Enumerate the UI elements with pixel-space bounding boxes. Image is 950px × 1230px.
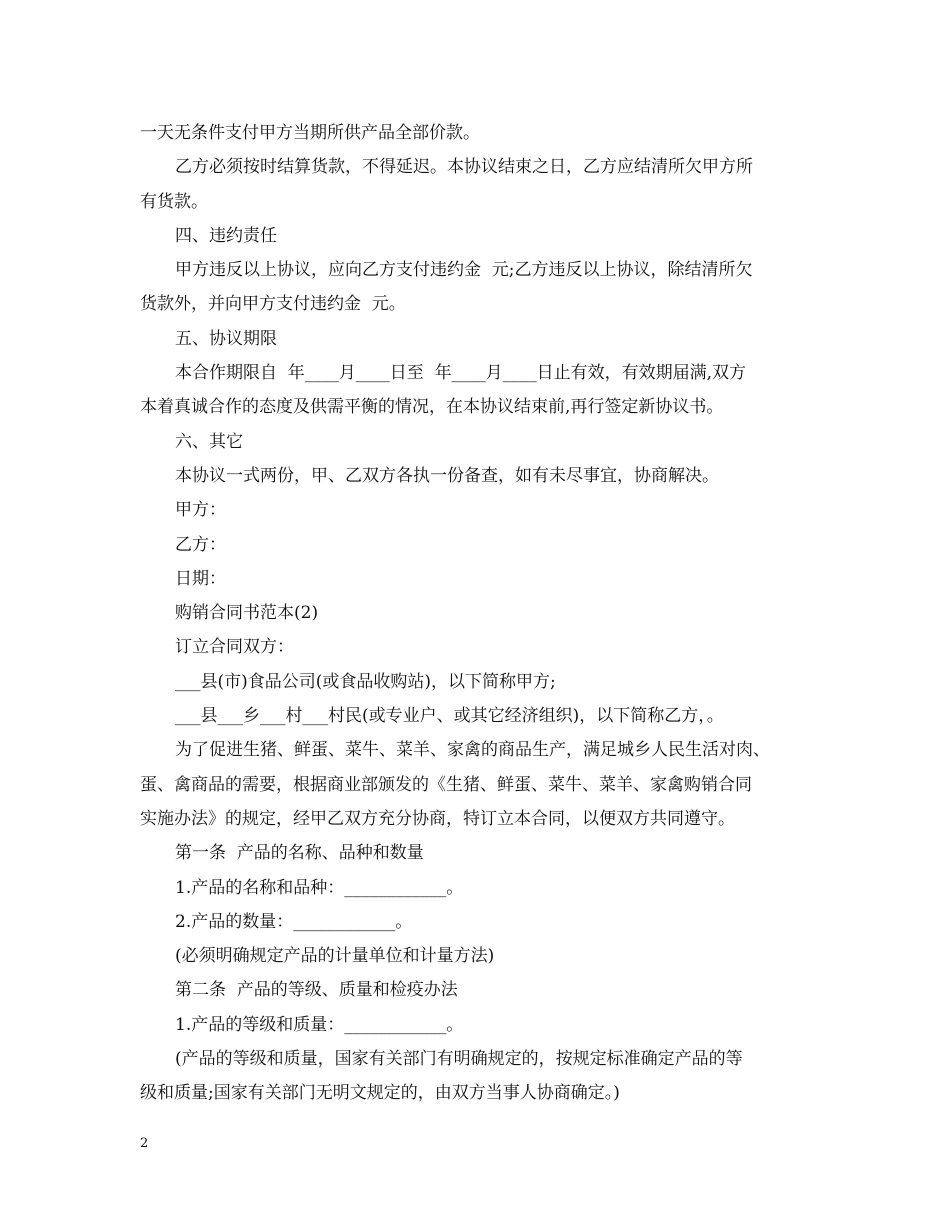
text-line: 级和质量;国家有关部门无明文规定的，由双方当事人协商确定。) [140, 1083, 620, 1104]
text-line: 有货款。 [140, 191, 208, 212]
text-line: 第二条 产品的等级、质量和检疫办法 [175, 980, 458, 1001]
text-line: 1.产品的名称和品种：____________。 [175, 877, 464, 898]
text-line: ___县___乡___村___村民(或专业户、或其它经济组织)，以下简称乙方，。 [175, 706, 724, 727]
text-line: 本协议一式两份，甲、乙双方各执一份备查，如有未尽事宜，协商解决。 [175, 465, 719, 486]
text-line: 蛋、禽商品的需要，根据商业部颁发的《生猪、鲜蛋、菜牛、菜羊、家禽购销合同 [140, 774, 752, 795]
text-line: 本合作期限自 年____月____日至 年____月____日止有效，有效期届满,双方 [175, 363, 747, 384]
text-line: (产品的等级和质量，国家有关部门有明确规定的，按规定标准确定产品的等 [175, 1049, 743, 1070]
text-line: 乙方必须按时结算货款，不得延迟。本协议结束之日，乙方应结清所欠甲方所 [175, 157, 753, 178]
text-line: 第一条 产品的名称、品种和数量 [175, 843, 424, 864]
text-line: 六、其它 [175, 431, 243, 452]
text-line: 乙方： [175, 534, 226, 555]
text-line: 四、违约责任 [175, 225, 277, 246]
page-number: 2 [140, 1136, 149, 1151]
text-line: 一天无条件支付甲方当期所供产品全部价款。 [140, 123, 480, 143]
document-body [140, 116, 820, 1111]
text-line: 2.产品的数量：____________。 [175, 911, 413, 932]
text-line: 购销合同书范本(2) [175, 603, 319, 624]
text-line: 订立合同双方： [175, 637, 294, 658]
text-line: 日期： [175, 568, 226, 589]
text-line: 1.产品的等级和质量：____________。 [175, 1014, 464, 1035]
text-line: 为了促进生猪、鲜蛋、菜牛、菜羊、家禽的商品生产，满足城乡人民生活对肉、 [175, 740, 770, 761]
text-line: 甲方违反以上协议，应向乙方支付违约金 元;乙方违反以上协议，除结清所欠 [175, 260, 753, 281]
text-line: 五、协议期限 [175, 328, 277, 349]
text-line: 货款外，并向甲方支付违约金 元。 [140, 294, 406, 315]
text-line: (必须明确规定产品的计量单位和计量方法) [175, 946, 495, 967]
text-line: 本着真诚合作的态度及供需平衡的情况，在本协议结束前,再行签定新协议书。 [140, 397, 724, 418]
text-line: 实施办法》的规定，经甲乙双方充分协商，特订立本合同，以便双方共同遵守。 [140, 808, 735, 829]
text-line: 甲方： [175, 500, 226, 521]
text-line: ___县(市)食品公司(或食品收购站)，以下简称甲方; [175, 671, 556, 692]
